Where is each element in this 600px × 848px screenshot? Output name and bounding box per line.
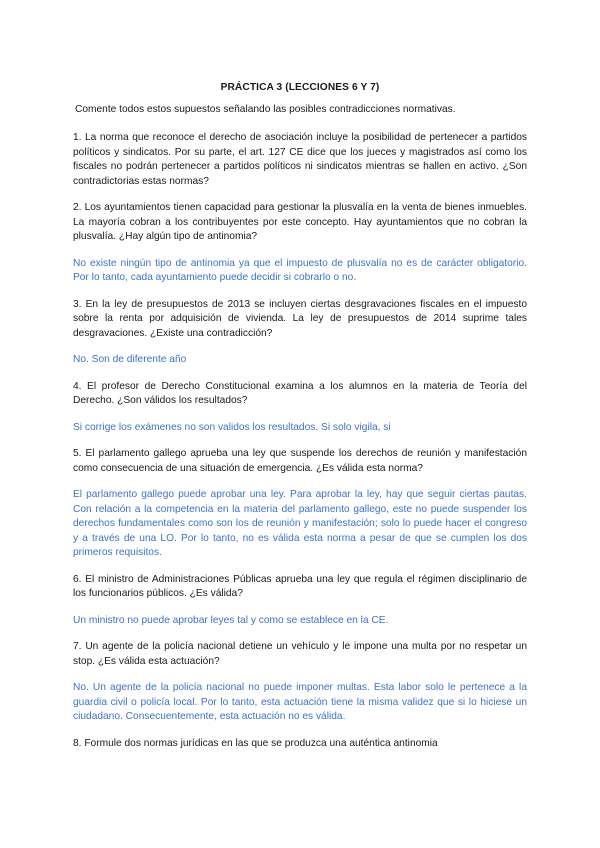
question-6: 6. El ministro de Administraciones Públicas aprueba una ley que regula el régimen disciplinario de los funcionarios públicos. ¿Es válida?	[73, 573, 527, 599]
question-4: 4. El profesor de Derecho Constitucional examina a los alumnos en la materia de Teoría del Derecho. ¿Son válidos los resultados?	[73, 380, 527, 406]
question-3: 3. En la ley de presupuestos de 2013 se incluyen ciertas desgravaciones fiscales en el impuesto sobre la renta por adquisición de vivienda. La ley de presupuestos de 2014 suprime tales desgravaciones. ¿Existe una contradicción?	[73, 298, 527, 339]
question-1: 1. La norma que reconoce el derecho de asociación incluye la posibilidad de pertenecer a partidos políticos y sindicatos. Por su parte, el art. 127 CE dice que los jueces y magistrados así como los fiscales no podrán pertenecer a partidos políticos ni sindicatos mientras se hallen en activo. ¿Son contradictorias estas normas?	[73, 132, 527, 187]
answer-3: No. Son de diferente año	[73, 354, 187, 365]
answer-5: El parlamento gallego puede aprobar una ley. Para aprobar la ley, hay que seguir ciertas pautas. Con relación a la competencia en la materia del parlamento gallego, este no puede suspender los derechos fundamentales como son los de reunión y manifestación; solo lo puede hacer el congreso y a través de una LO. Por lo tanto, no es válida esta norma a pesar de que se cumplen los dos primeros requisitos.	[73, 489, 527, 558]
question-7: 7. Un agente de la policía nacional detiene un vehículo y le impone una multa por no respetar un stop. ¿Es válida esta actuación?	[73, 641, 527, 667]
answer-6: Un ministro no puede aprobar leyes tal y como se establece en la CE.	[73, 614, 389, 626]
answer-4: Si corrige los exámenes no son validos los resultados. Si solo vigila, si	[73, 421, 391, 433]
document-page	[73, 82, 527, 763]
question-5: 5. El parlamento gallego aprueba una ley que suspende los derechos de reunión y manifestación como consecuencia de una situación de emergencia. ¿Es válida esta norma?	[73, 448, 527, 474]
answer-7: No. Un agente de la policía nacional no puede imponer multas. Esta labor solo le pertenece a la guardia civil o policía local. Por lo tanto, esta actuación tiene la misma validez que si lo hiciese un ciudadano. Consecuentemente, esta actuación no es válida.	[73, 682, 527, 722]
question-8: 8. Formule dos normas jurídicas en las que se produzca una auténtica antinomia	[73, 737, 438, 749]
question-2: 2. Los ayuntamientos tienen capacidad para gestionar la plusvalía en la venta de bienes inmuebles. La mayoría cobran a los contribuyentes por este concepto. Hay ayuntamientos que no cobran la plusvalía. ¿Hay algún tipo de antinomia?	[73, 202, 527, 242]
page-title: PRÁCTICA 3 (LECCIONES 6 Y 7)	[220, 82, 380, 93]
answer-2: No existe ningún tipo de antinomia ya que el impuesto de plusvalía no es de carácter obligatorio. Por lo tanto, cada ayuntamiento puede decidir si cobrarlo o no.	[73, 257, 527, 283]
intro-text: Comente todos estos supuestos señalando las posibles contradicciones normativas.	[75, 104, 456, 115]
